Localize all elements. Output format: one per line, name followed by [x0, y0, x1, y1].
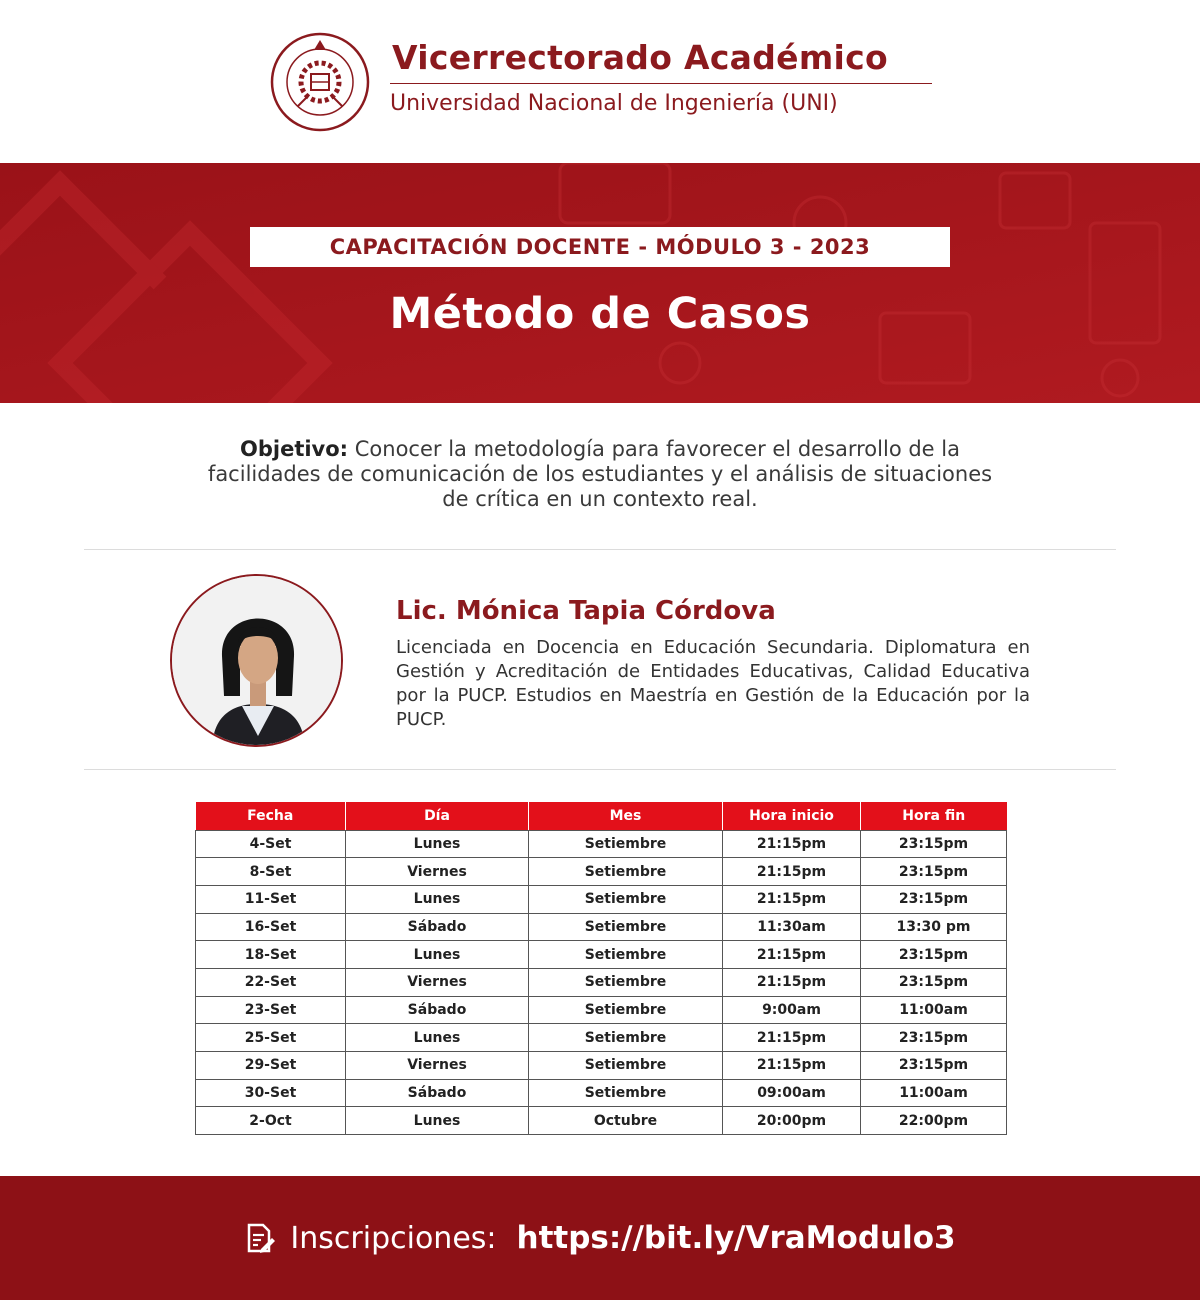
cell-mes: Setiembre	[529, 968, 723, 996]
cell-mes: Setiembre	[529, 830, 723, 858]
cell-hora-inicio: 21:15pm	[723, 1024, 861, 1052]
cell-hora-inicio: 11:30am	[723, 913, 861, 941]
page-header	[0, 0, 1200, 163]
cell-hora-fin: 11:00am	[861, 1079, 1007, 1107]
cell-hora-fin: 23:15pm	[861, 968, 1007, 996]
table-row	[196, 968, 1007, 996]
cell-mes: Setiembre	[529, 941, 723, 969]
cell-mes: Setiembre	[529, 1079, 723, 1107]
column-header-hora-fin: Hora fin	[861, 802, 1007, 830]
cell-hora-fin: 23:15pm	[861, 830, 1007, 858]
objective-label: Objetivo:	[240, 437, 349, 461]
cell-hora-inicio: 9:00am	[723, 996, 861, 1024]
cell-fecha: 22-Set	[196, 968, 346, 996]
table-row	[196, 996, 1007, 1024]
cell-fecha: 29-Set	[196, 1052, 346, 1080]
objective-text: Conocer la metodología para favorecer el desarrollo de la facilidades de comunicación de los estudiantes y el análisis de situaciones de crítica en un contexto real.	[207, 437, 993, 511]
course-banner	[0, 163, 1200, 403]
column-header-dia: Día	[346, 802, 529, 830]
cell-mes: Setiembre	[529, 913, 723, 941]
cell-dia: Lunes	[346, 941, 529, 969]
cell-mes: Setiembre	[529, 858, 723, 886]
table-row	[196, 858, 1007, 886]
table-row	[196, 913, 1007, 941]
university-seal-icon	[270, 26, 370, 138]
registration-line	[0, 1176, 1200, 1300]
cell-mes: Octubre	[529, 1107, 723, 1135]
registration-footer	[0, 1176, 1200, 1300]
cell-fecha: 30-Set	[196, 1079, 346, 1107]
cell-dia: Viernes	[346, 968, 529, 996]
cell-hora-fin: 23:15pm	[861, 858, 1007, 886]
header-divider	[390, 83, 932, 84]
banner-pattern	[0, 163, 1200, 403]
cell-hora-fin: 13:30 pm	[861, 913, 1007, 941]
cell-dia: Viernes	[346, 858, 529, 886]
cell-dia: Sábado	[346, 1079, 529, 1107]
cell-mes: Setiembre	[529, 885, 723, 913]
cell-dia: Viernes	[346, 1052, 529, 1080]
header-title: Vicerrectorado Académico	[392, 38, 888, 77]
cell-fecha: 18-Set	[196, 941, 346, 969]
cell-fecha: 8-Set	[196, 858, 346, 886]
cell-hora-inicio: 21:15pm	[723, 885, 861, 913]
cell-hora-fin: 23:15pm	[861, 1024, 1007, 1052]
cell-dia: Sábado	[346, 996, 529, 1024]
edit-document-icon	[244, 1222, 276, 1254]
module-label: CAPACITACIÓN DOCENTE - MÓDULO 3 - 2023	[250, 227, 950, 267]
cell-hora-fin: 23:15pm	[861, 941, 1007, 969]
registration-link[interactable]: https://bit.ly/VraModulo3	[516, 1220, 956, 1256]
cell-hora-fin: 11:00am	[861, 996, 1007, 1024]
cell-mes: Setiembre	[529, 1024, 723, 1052]
cell-hora-inicio: 21:15pm	[723, 858, 861, 886]
table-header-row	[196, 802, 1007, 830]
speaker-bio: Licenciada en Docencia en Educación Secundaria. Diplomatura en Gestión y Acreditación de Entidades Educativas, Calidad Educativa por la PUCP. Estudios en Maestría en Gestión de la Educación por la PUCP.	[396, 637, 1030, 730]
schedule-table	[195, 802, 1007, 1135]
table-row	[196, 1024, 1007, 1052]
column-header-fecha: Fecha	[196, 802, 346, 830]
table-row	[196, 1107, 1007, 1135]
cell-fecha: 16-Set	[196, 913, 346, 941]
cell-hora-inicio: 21:15pm	[723, 1052, 861, 1080]
cell-fecha: 4-Set	[196, 830, 346, 858]
objective-paragraph	[205, 437, 995, 512]
cell-hora-inicio: 09:00am	[723, 1079, 861, 1107]
header-subtitle: Universidad Nacional de Ingeniería (UNI)	[390, 91, 838, 116]
cell-fecha: 25-Set	[196, 1024, 346, 1052]
table-row	[196, 1079, 1007, 1107]
column-header-mes: Mes	[529, 802, 723, 830]
speaker-name: Lic. Mónica Tapia Córdova	[396, 596, 776, 626]
table-row	[196, 885, 1007, 913]
section-divider	[84, 549, 1116, 550]
cell-hora-fin: 22:00pm	[861, 1107, 1007, 1135]
cell-fecha: 11-Set	[196, 885, 346, 913]
cell-dia: Lunes	[346, 830, 529, 858]
cell-dia: Lunes	[346, 1024, 529, 1052]
avatar-icon	[172, 576, 343, 747]
cell-fecha: 23-Set	[196, 996, 346, 1024]
registration-label: Inscripciones:	[290, 1220, 497, 1256]
cell-dia: Lunes	[346, 885, 529, 913]
table-row	[196, 941, 1007, 969]
cell-hora-fin: 23:15pm	[861, 1052, 1007, 1080]
cell-hora-inicio: 21:15pm	[723, 830, 861, 858]
cell-hora-fin: 23:15pm	[861, 885, 1007, 913]
table-row	[196, 1052, 1007, 1080]
table-row	[196, 830, 1007, 858]
column-header-hora-inicio: Hora inicio	[723, 802, 861, 830]
cell-fecha: 2-Oct	[196, 1107, 346, 1135]
cell-dia: Sábado	[346, 913, 529, 941]
course-title: Método de Casos	[389, 289, 811, 339]
speaker-photo	[170, 574, 343, 747]
cell-hora-inicio: 20:00pm	[723, 1107, 861, 1135]
cell-hora-inicio: 21:15pm	[723, 968, 861, 996]
cell-mes: Setiembre	[529, 996, 723, 1024]
section-divider	[84, 769, 1116, 770]
cell-hora-inicio: 21:15pm	[723, 941, 861, 969]
cell-dia: Lunes	[346, 1107, 529, 1135]
cell-mes: Setiembre	[529, 1052, 723, 1080]
